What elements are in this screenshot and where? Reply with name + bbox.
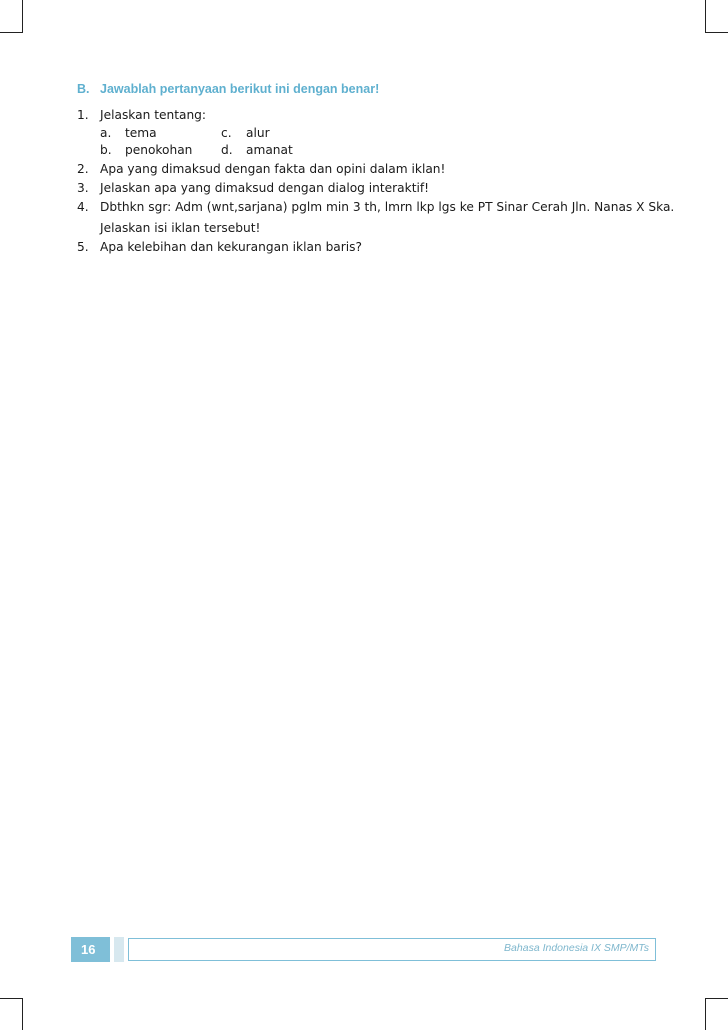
- question-item: [77, 180, 677, 197]
- option-item: [100, 125, 221, 142]
- question-subtext: Jelaskan isi iklan tersebut!: [100, 221, 261, 235]
- option-item: [100, 142, 221, 159]
- option-text: alur: [246, 126, 270, 140]
- option-text: amanat: [246, 143, 293, 157]
- question-text: Jelaskan tentang:: [100, 108, 207, 122]
- crop-mark: [705, 998, 706, 1030]
- option-label: d.: [221, 143, 233, 157]
- footer-stripe: [114, 937, 124, 962]
- question-number: 2.: [77, 162, 89, 176]
- question-number: 1.: [77, 108, 89, 122]
- question-text: Jelaskan apa yang dimaksud dengan dialog interaktif!: [100, 181, 430, 195]
- crop-mark: [22, 0, 23, 33]
- question-list: [77, 107, 677, 258]
- book-title: Bahasa Indonesia IX SMP/MTs: [504, 942, 649, 954]
- question-item: [77, 161, 677, 178]
- question-text: Dbthkn sgr: Adm (wnt,sarjana) pglm min 3 th, lmrn lkp lgs ke PT Sinar Cerah Jln. Nanas X Ska.: [100, 200, 675, 214]
- option-grid: [100, 125, 677, 159]
- crop-mark: [0, 32, 22, 33]
- page-number: 16: [71, 937, 110, 962]
- question-text: Apa kelebihan dan kekurangan iklan baris?: [100, 240, 362, 254]
- question-number: 4.: [77, 200, 89, 214]
- option-label: a.: [100, 126, 112, 140]
- section-letter: B.: [77, 82, 90, 96]
- crop-mark: [705, 0, 706, 33]
- option-item: [221, 125, 341, 142]
- option-label: c.: [221, 126, 232, 140]
- option-label: b.: [100, 143, 112, 157]
- question-number: 5.: [77, 240, 89, 254]
- crop-mark: [705, 998, 728, 999]
- option-text: penokohan: [125, 143, 193, 157]
- footer-bar: [128, 938, 656, 961]
- question-item: [77, 199, 677, 237]
- option-item: [221, 142, 341, 159]
- question-item: [77, 239, 677, 256]
- crop-mark: [22, 998, 23, 1030]
- question-text: Apa yang dimaksud dengan fakta dan opini dalam iklan!: [100, 162, 446, 176]
- option-text: tema: [125, 126, 157, 140]
- question-item: [77, 107, 677, 159]
- question-number: 3.: [77, 181, 89, 195]
- section-heading: [77, 82, 379, 96]
- crop-mark: [705, 32, 728, 33]
- section-title: Jawablah pertanyaan berikut ini dengan benar!: [100, 82, 380, 96]
- crop-mark: [0, 998, 22, 999]
